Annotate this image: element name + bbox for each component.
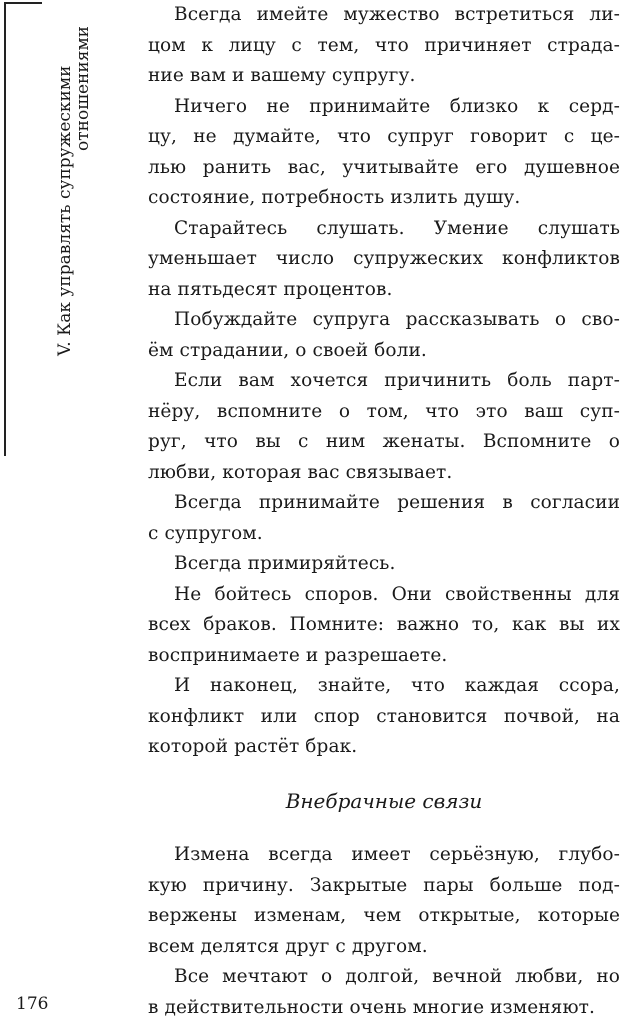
text-line: кую причину. Закрытые пары больше под-: [148, 874, 620, 896]
text-line: Старайтесь слушать. Умение слушать: [174, 217, 620, 239]
text-line: Все мечтают о долгой, вечной любви, но: [174, 966, 620, 987]
text-line: цом к лицу с тем, что причиняет страда-: [148, 34, 620, 56]
running-head-line-2: отношениями: [73, 26, 93, 152]
text-line: цу, не думайте, что супруг говорит с це-: [148, 126, 620, 147]
text-line: Если вам хочется причинить боль парт-: [174, 370, 620, 391]
running-head-line-1: V. Как управлять супружескими: [55, 65, 75, 356]
text-line: ём страдании, о своей боли.: [148, 339, 427, 361]
text-line: воспринимаете и разрешаете.: [148, 644, 448, 666]
text-line: с супругом.: [148, 522, 263, 544]
running-head: [56, 26, 92, 356]
text-line: лью ранить вас, учитывайте его душевное: [148, 156, 620, 178]
text-line: Всегда имейте мужество встретиться ли-: [174, 4, 620, 25]
margin-rule-vertical: [4, 2, 6, 456]
text-line: в действительности очень многие изменяют.: [148, 996, 595, 1018]
margin-rule-horizontal: [4, 2, 42, 4]
text-line: Не бойтесь споров. Они свойственны для: [174, 583, 620, 605]
text-line: всем делятся друг с другом.: [148, 935, 428, 957]
text-line: всех браков. Помните: важно то, как вы их: [148, 614, 620, 635]
text-line: И наконец, знайте, что каждая ссора,: [174, 675, 620, 696]
text-line: которой растёт брак.: [148, 736, 358, 757]
text-line: конфликт или спор становится почвой, на: [148, 705, 620, 727]
text-line: ние вам и вашему супругу.: [148, 65, 416, 86]
text-line: Всегда примиряйтесь.: [174, 553, 396, 574]
text-line: руг, что вы с ним женаты. Вспомните о: [148, 431, 620, 452]
text-line: уменьшает число супружеских конфликтов: [148, 248, 620, 269]
text-line: вержены изменам, чем открытые, которые: [148, 905, 620, 926]
section-heading: Внебрачные связи: [285, 789, 483, 813]
text-line: Ничего не принимайте близко к серд-: [174, 95, 620, 117]
page-number: 176: [16, 994, 49, 1014]
text-line: Измена всегда имеет серьёзную, глубо-: [174, 844, 620, 865]
text-line: Побуждайте супруга рассказывать о сво-: [174, 309, 620, 330]
text-line: Всегда принимайте решения в согласии: [174, 492, 620, 513]
text-line: нёру, вспомните о том, что это ваш суп-: [148, 400, 620, 422]
text-line: любви, которая вас связывает.: [148, 461, 453, 483]
text-line: на пятьдесят процентов.: [148, 278, 393, 300]
text-line: состояние, потребность излить душу.: [148, 187, 521, 208]
